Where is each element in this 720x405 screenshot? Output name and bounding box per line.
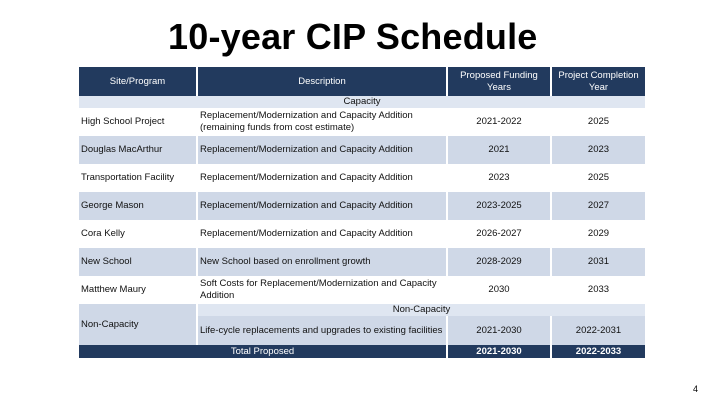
table-row-funding: 2021-2030 xyxy=(448,316,550,345)
table-row-site: Matthew Maury xyxy=(79,276,196,304)
table-row-completion: 2029 xyxy=(552,220,645,248)
header-completion: Project Completion Year xyxy=(552,67,645,96)
table-row-funding: 2030 xyxy=(448,276,550,304)
table-row-description: Replacement/Modernization and Capacity Addition xyxy=(198,220,446,248)
table-row-completion: 2033 xyxy=(552,276,645,304)
table-row-site: Douglas MacArthur xyxy=(79,136,196,164)
table-row-funding: 2026-2027 xyxy=(448,220,550,248)
table-row-completion: 2027 xyxy=(552,192,645,220)
total-label-text: Total Proposed xyxy=(230,345,295,357)
header-description: Description xyxy=(198,67,446,96)
page-title: 10-year CIP Schedule xyxy=(168,16,538,57)
table-row-completion: 2031 xyxy=(552,248,645,276)
table-row-funding: 2021 xyxy=(448,136,550,164)
table-row-description: Soft Costs for Replacement/Modernization and Capacity Addition xyxy=(198,276,446,304)
table-row-funding: 2021-2022 xyxy=(448,108,550,136)
table-row-completion: 2023 xyxy=(552,136,645,164)
noncapacity-band: Non-Capacity xyxy=(198,304,645,316)
table-row-description: Replacement/Modernization and Capacity Addition xyxy=(198,192,446,220)
table-row-description: Replacement/Modernization and Capacity Addition (remaining funds from cost estimate) xyxy=(198,108,446,136)
table-row-site: High School Project xyxy=(79,108,196,136)
total-label xyxy=(79,345,446,358)
table-row-description: Replacement/Modernization and Capacity Addition xyxy=(198,164,446,192)
capacity-band: Capacity xyxy=(79,96,645,108)
table-row-completion: 2022-2031 xyxy=(552,316,645,345)
table-row-site: George Mason xyxy=(79,192,196,220)
table-row-funding: 2023 xyxy=(448,164,550,192)
table-row-description: Life-cycle replacements and upgrades to existing facilities xyxy=(198,316,446,345)
table-row-site: Cora Kelly xyxy=(79,220,196,248)
table-row-completion: 2025 xyxy=(552,108,645,136)
table-row-funding: 2023-2025 xyxy=(448,192,550,220)
table-row-site: Transportation Facility xyxy=(79,164,196,192)
total-funding: 2021-2030 xyxy=(448,345,550,358)
table-row-completion: 2025 xyxy=(552,164,645,192)
header-funding: Proposed Funding Years xyxy=(448,67,550,96)
table-row-site: New School xyxy=(79,248,196,276)
table-row-site: Non-Capacity xyxy=(79,304,196,345)
table-row-description: Replacement/Modernization and Capacity Addition xyxy=(198,136,446,164)
table-row-funding: 2028-2029 xyxy=(448,248,550,276)
header-site: Site/Program xyxy=(79,67,196,96)
page-number: 4 xyxy=(693,384,699,394)
table-row-description: New School based on enrollment growth xyxy=(198,248,446,276)
total-completion: 2022-2033 xyxy=(552,345,645,358)
